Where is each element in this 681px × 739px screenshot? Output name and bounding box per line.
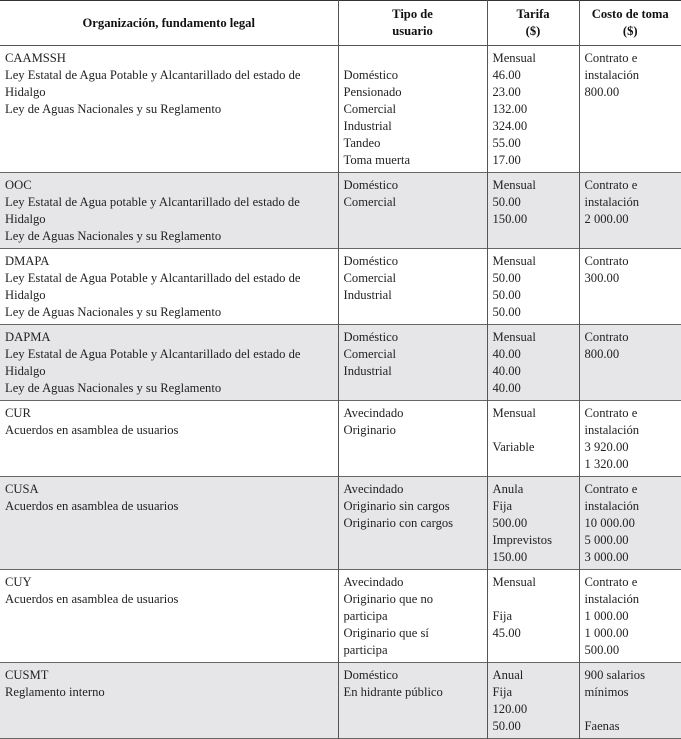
table-row [0, 46, 681, 173]
cell-line: Ley Estatal de Agua Potable y Alcantarillado del estado de [5, 68, 301, 82]
tariff-cell [487, 46, 579, 173]
cell-line: Avecindado [343, 482, 404, 496]
cell-line: Doméstico [343, 254, 399, 268]
cell-line: Anual [492, 668, 524, 682]
user-type-cell [338, 663, 487, 739]
cell-line: 50.00 [492, 195, 521, 209]
cell-line: 50.00 [492, 305, 521, 319]
cell-line: Ley de Aguas Nacionales y su Reglamento [5, 305, 222, 319]
cell-line: Comercial [343, 347, 396, 361]
cell-line: Costo de toma [591, 7, 669, 21]
cell-line: Contrato e [584, 406, 638, 420]
connection-cost-cell [579, 46, 681, 173]
tariff-cell [487, 249, 579, 325]
table-header [0, 1, 681, 46]
cell-line: Tandeo [343, 136, 381, 150]
cell-line: Reglamento interno [5, 685, 105, 699]
table-body [0, 46, 681, 739]
cell-line: Contrato e [584, 51, 638, 65]
cell-line: 132.00 [492, 102, 528, 116]
table-row [0, 663, 681, 739]
cell-line: Ley Estatal de Agua Potable y Alcantarillado del estado de [5, 271, 301, 285]
cell-line: 3 920.00 [584, 440, 629, 454]
cell-line: Organización, fundamento legal [82, 15, 255, 30]
tariff-cell [487, 570, 579, 663]
cell-line: CUSA [5, 482, 39, 496]
cell-line: Mensual [492, 254, 536, 268]
header-tarifa [487, 1, 579, 46]
header-costo [579, 1, 681, 46]
org-cell [0, 570, 338, 663]
cell-line: 40.00 [492, 381, 521, 395]
cell-line: CUR [5, 406, 31, 420]
cell-line: Contrato e [584, 482, 638, 496]
tariff-cell [487, 663, 579, 739]
cell-line: 5 000.00 [584, 533, 629, 547]
org-cell [0, 325, 338, 401]
cell-line: Mensual [492, 51, 536, 65]
cell-line: Mensual [492, 330, 536, 344]
header-row [0, 1, 681, 46]
cell-line: Comercial [343, 271, 396, 285]
connection-cost-cell [579, 477, 681, 570]
table-row [0, 570, 681, 663]
user-type-cell [338, 46, 487, 173]
cell-line: instalación [584, 499, 640, 513]
cell-line [585, 701, 677, 718]
cell-line: Originario con cargos [343, 516, 454, 530]
cell-line: Acuerdos en asamblea de usuarios [5, 423, 179, 437]
cell-line: 800.00 [584, 347, 620, 361]
cell-line: ($) [525, 24, 541, 38]
cell-line: Mensual [492, 406, 536, 420]
cell-line: DMAPA [5, 254, 50, 268]
cell-line: Originario que sí [343, 626, 429, 640]
cell-line: 500.00 [584, 643, 620, 657]
cell-line: Hidalgo [5, 212, 46, 226]
cell-line: 45.00 [492, 626, 521, 640]
cell-line: 120.00 [492, 702, 528, 716]
cell-line: Ley Estatal de Agua Potable y Alcantarillado del estado de [5, 347, 301, 361]
cell-line [493, 422, 574, 439]
cell-line: 1 000.00 [584, 609, 629, 623]
cell-line: participa [343, 609, 388, 623]
cell-line: CUY [5, 575, 32, 589]
cell-line: En hidrante público [343, 685, 443, 699]
cell-line: Acuerdos en asamblea de usuarios [5, 499, 179, 513]
cell-line: Ley de Aguas Nacionales y su Reglamento [5, 381, 222, 395]
connection-cost-cell [579, 173, 681, 249]
cell-line: 40.00 [492, 347, 521, 361]
cell-line: instalación [584, 195, 640, 209]
cell-line: Fija [492, 685, 513, 699]
cell-line: Doméstico [343, 68, 399, 82]
user-type-cell [338, 173, 487, 249]
cell-line: Contrato e [584, 178, 638, 192]
cell-line: 324.00 [492, 119, 528, 133]
cell-line: 1 320.00 [584, 457, 629, 471]
cell-line: Industrial [343, 119, 392, 133]
cell-line: 46.00 [492, 68, 521, 82]
cell-line: Originario que no [343, 592, 434, 606]
cell-line: Imprevistos [492, 533, 552, 547]
cell-line: Tipo de [392, 7, 433, 21]
org-cell [0, 249, 338, 325]
cell-line: 3 000.00 [584, 550, 629, 564]
cell-line: 500.00 [492, 516, 528, 530]
cell-line: Fija [492, 609, 513, 623]
tariff-cell [487, 401, 579, 477]
cell-line: Hidalgo [5, 364, 46, 378]
cell-line: Toma muerta [343, 153, 411, 167]
cell-line: 17.00 [492, 153, 521, 167]
cell-line: Tarifa [516, 7, 550, 21]
connection-cost-cell [579, 249, 681, 325]
org-cell [0, 173, 338, 249]
cell-line: Contrato [584, 330, 629, 344]
cell-line: Variable [492, 440, 535, 454]
cell-line: participa [343, 643, 388, 657]
org-cell [0, 46, 338, 173]
cell-line: Originario sin cargos [343, 499, 450, 513]
cell-line [493, 591, 574, 608]
cell-line: 23.00 [492, 85, 521, 99]
cell-line: CAAMSSH [5, 51, 66, 65]
cell-line: 150.00 [492, 550, 528, 564]
cell-line: Hidalgo [5, 85, 46, 99]
cell-line: 900 salarios [584, 668, 646, 682]
cell-line [344, 50, 482, 67]
user-type-cell [338, 249, 487, 325]
cell-line: 50.00 [492, 271, 521, 285]
connection-cost-cell [579, 663, 681, 739]
connection-cost-cell [579, 325, 681, 401]
cell-line: Doméstico [343, 178, 399, 192]
cell-line: Comercial [343, 102, 396, 116]
cell-line: 40.00 [492, 364, 521, 378]
cell-line: Avecindado [343, 575, 404, 589]
cell-line: mínimos [584, 685, 629, 699]
user-type-cell [338, 325, 487, 401]
cell-line: Mensual [492, 178, 536, 192]
table-row [0, 173, 681, 249]
cell-line: DAPMA [5, 330, 51, 344]
table-row [0, 477, 681, 570]
cell-line: Contrato [584, 254, 629, 268]
cell-line: 150.00 [492, 212, 528, 226]
cell-line: 10 000.00 [584, 516, 635, 530]
tariff-cell [487, 477, 579, 570]
cell-line: Fija [492, 499, 513, 513]
cell-line: instalación [584, 68, 640, 82]
table-row [0, 249, 681, 325]
cell-line: 300.00 [584, 271, 620, 285]
header-org [0, 1, 338, 46]
cell-line: Doméstico [343, 668, 399, 682]
cell-line: 50.00 [492, 719, 521, 733]
cell-line: Faenas [584, 719, 620, 733]
cell-line: 2 000.00 [584, 212, 629, 226]
cell-line: Mensual [492, 575, 536, 589]
cell-line: Originario [343, 423, 396, 437]
tariff-cell [487, 325, 579, 401]
cell-line: 800.00 [584, 85, 620, 99]
org-cell [0, 663, 338, 739]
user-type-cell [338, 570, 487, 663]
cell-line: Industrial [343, 288, 392, 302]
cell-line: Ley de Aguas Nacionales y su Reglamento [5, 229, 222, 243]
cell-line: 50.00 [492, 288, 521, 302]
cell-line: Ley de Aguas Nacionales y su Reglamento [5, 102, 222, 116]
cell-line: Industrial [343, 364, 392, 378]
tariff-cell [487, 173, 579, 249]
cell-line: instalación [584, 592, 640, 606]
cell-line: Anula [492, 482, 524, 496]
cell-line: OOC [5, 178, 32, 192]
cell-line: ($) [622, 24, 638, 38]
connection-cost-cell [579, 570, 681, 663]
connection-cost-cell [579, 401, 681, 477]
cell-line: CUSMT [5, 668, 49, 682]
cell-line: Contrato e [584, 575, 638, 589]
org-cell [0, 477, 338, 570]
header-tipo [338, 1, 487, 46]
cell-line: Hidalgo [5, 288, 46, 302]
cell-line: instalación [584, 423, 640, 437]
user-type-cell [338, 477, 487, 570]
cell-line: Avecindado [343, 406, 404, 420]
cell-line: Comercial [343, 195, 396, 209]
user-type-cell [338, 401, 487, 477]
org-cell [0, 401, 338, 477]
table-row [0, 401, 681, 477]
cell-line: Doméstico [343, 330, 399, 344]
cell-line: usuario [392, 24, 433, 38]
cell-line: Acuerdos en asamblea de usuarios [5, 592, 179, 606]
cell-line: Pensionado [343, 85, 402, 99]
cell-line: 1 000.00 [584, 626, 629, 640]
table-row [0, 325, 681, 401]
cell-line: 55.00 [492, 136, 521, 150]
cell-line: Ley Estatal de Agua potable y Alcantarillado del estado de [5, 195, 300, 209]
